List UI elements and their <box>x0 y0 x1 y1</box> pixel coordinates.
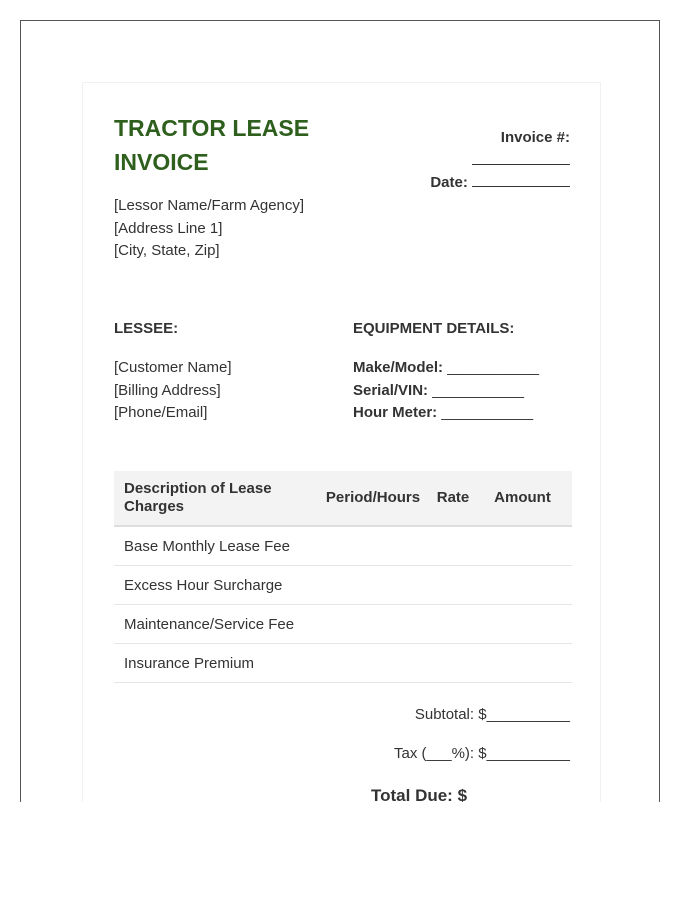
lessee-phone-email: [Phone/Email] <box>114 404 208 421</box>
equipment-heading: EQUIPMENT DETAILS: <box>353 320 515 337</box>
tax-line: Tax (___%): $__________ <box>394 745 570 762</box>
invoice-sheet <box>82 82 601 802</box>
row-amount[interactable] <box>477 605 572 644</box>
date-label: Date: <box>430 174 468 191</box>
row-amount[interactable] <box>477 644 572 683</box>
date-blank[interactable] <box>472 171 570 187</box>
invoice-number-label: Invoice #: <box>500 129 570 146</box>
row-description: Insurance Premium <box>114 644 317 683</box>
column-header-period-hours: Period/Hours <box>317 471 429 526</box>
charges-table <box>114 471 572 683</box>
table-row <box>114 644 572 683</box>
row-period-hours[interactable] <box>317 605 429 644</box>
column-header-description: Description of Lease Charges <box>114 471 317 526</box>
lessee-customer-name: [Customer Name] <box>114 359 232 376</box>
column-header-rate: Rate <box>429 471 477 526</box>
row-rate[interactable] <box>429 566 477 605</box>
equipment-details <box>353 357 539 425</box>
lessor-info <box>114 195 304 263</box>
table-header-row <box>114 471 572 526</box>
lessee-info <box>114 357 232 425</box>
subtotal-line: Subtotal: $__________ <box>414 706 570 723</box>
lessor-name: [Lessor Name/Farm Agency] <box>114 197 305 214</box>
lessor-city-state-zip: [City, State, Zip] <box>114 242 220 259</box>
row-description: Maintenance/Service Fee <box>114 605 317 644</box>
equipment-hour-meter: Hour Meter: ___________ <box>353 404 534 421</box>
row-period-hours[interactable] <box>317 526 429 566</box>
table-row <box>114 566 572 605</box>
equipment-serial-vin: Serial/VIN: ___________ <box>353 381 524 399</box>
equipment-make-model: Make/Model: ___________ <box>353 359 539 376</box>
row-amount[interactable] <box>477 566 572 605</box>
lessor-address: [Address Line 1] <box>114 219 223 237</box>
row-rate[interactable] <box>429 605 477 644</box>
table-row <box>114 605 572 644</box>
lessee-heading: LESSEE: <box>114 320 179 337</box>
invoice-title: TRACTOR LEASE INVOICE <box>114 115 310 175</box>
lessee-billing-address: [Billing Address] <box>114 381 221 399</box>
row-description: Base Monthly Lease Fee <box>114 526 317 566</box>
row-rate[interactable] <box>429 644 477 683</box>
row-period-hours[interactable] <box>317 644 429 683</box>
row-rate[interactable] <box>429 526 477 566</box>
column-header-amount: Amount <box>477 471 572 526</box>
invoice-meta <box>430 127 570 194</box>
row-period-hours[interactable] <box>317 566 429 605</box>
page-frame <box>20 20 660 802</box>
row-description: Excess Hour Surcharge <box>114 566 317 605</box>
row-amount[interactable] <box>477 526 572 566</box>
total-due: Total Due: $ <box>371 786 468 802</box>
table-row <box>114 526 572 566</box>
invoice-number-blank[interactable] <box>472 149 570 165</box>
